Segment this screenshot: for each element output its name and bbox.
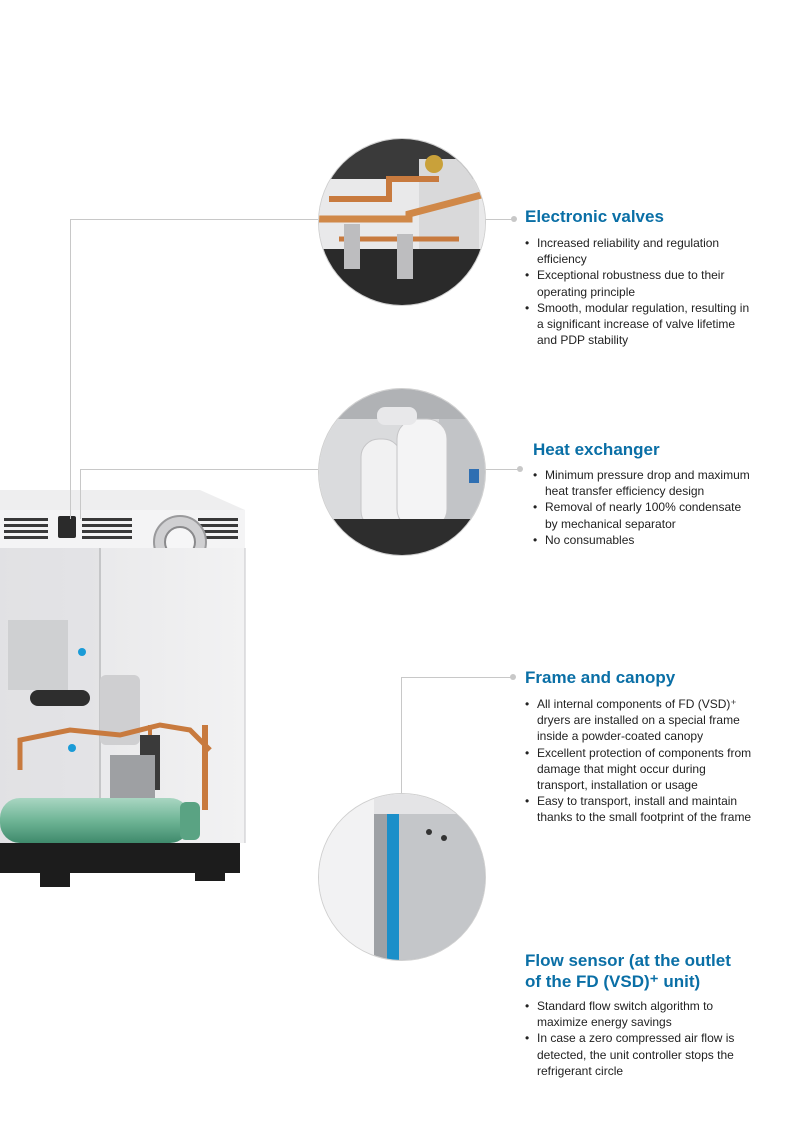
list-item: • Smooth, modular regulation, resulting in a significant increase of valve lifetime and PDP stability — [525, 300, 750, 349]
frame-and-canopy-detail-image — [318, 793, 486, 961]
leader-dot — [517, 466, 523, 472]
electronic-valves-title: Electronic valves — [525, 207, 664, 226]
leader-dot — [510, 674, 516, 680]
leader-dot — [511, 216, 517, 222]
flow-sensor-title-line2: of the FD (VSD)⁺ unit) — [525, 972, 701, 991]
heat-exchanger-title: Heat exchanger — [533, 440, 660, 459]
electronic-valves-detail-image — [318, 138, 486, 306]
heat-exchanger-detail-image — [318, 388, 486, 556]
leader-line — [484, 469, 520, 470]
leader-line — [80, 469, 81, 519]
dryer-unit-image — [0, 480, 360, 950]
list-item: • Excellent protection of components from damage that might occur during transport, installation or usage — [525, 745, 755, 794]
list-item: • Increased reliability and regulation efficiency — [525, 235, 750, 267]
flow-sensor-list — [525, 998, 755, 1079]
marker-dot — [78, 648, 86, 656]
leader-line — [70, 219, 71, 519]
flow-sensor-title-line1: Flow sensor (at the outlet — [525, 951, 731, 970]
frame-and-canopy-list — [525, 696, 755, 826]
list-item: • Standard flow switch algorithm to maximize energy savings — [525, 998, 755, 1030]
leader-line — [401, 677, 513, 678]
list-item: • Easy to transport, install and maintain thanks to the small footprint of the frame — [525, 793, 755, 825]
heat-exchanger-list — [533, 467, 755, 548]
list-item: • Exceptional robustness due to their operating principle — [525, 267, 750, 299]
leader-line — [484, 219, 514, 220]
leader-line — [401, 677, 402, 807]
frame-and-canopy-title: Frame and canopy — [525, 668, 676, 687]
leader-line — [70, 219, 318, 220]
electronic-valves-list — [525, 235, 750, 348]
dryer-illustration — [0, 480, 360, 950]
list-item: • Minimum pressure drop and maximum heat transfer efficiency design — [533, 467, 755, 499]
list-item: • In case a zero compressed air flow is detected, the unit controller stops the refrigerant circle — [525, 1030, 755, 1079]
leader-line — [80, 469, 318, 470]
list-item: • No consumables — [533, 532, 755, 548]
list-item: • All internal components of FD (VSD)⁺ dryers are installed on a special frame inside a powder-coated canopy — [525, 696, 755, 745]
marker-dot — [68, 744, 76, 752]
flow-sensor-title — [525, 950, 731, 992]
list-item: • Removal of nearly 100% condensate by mechanical separator — [533, 499, 755, 531]
